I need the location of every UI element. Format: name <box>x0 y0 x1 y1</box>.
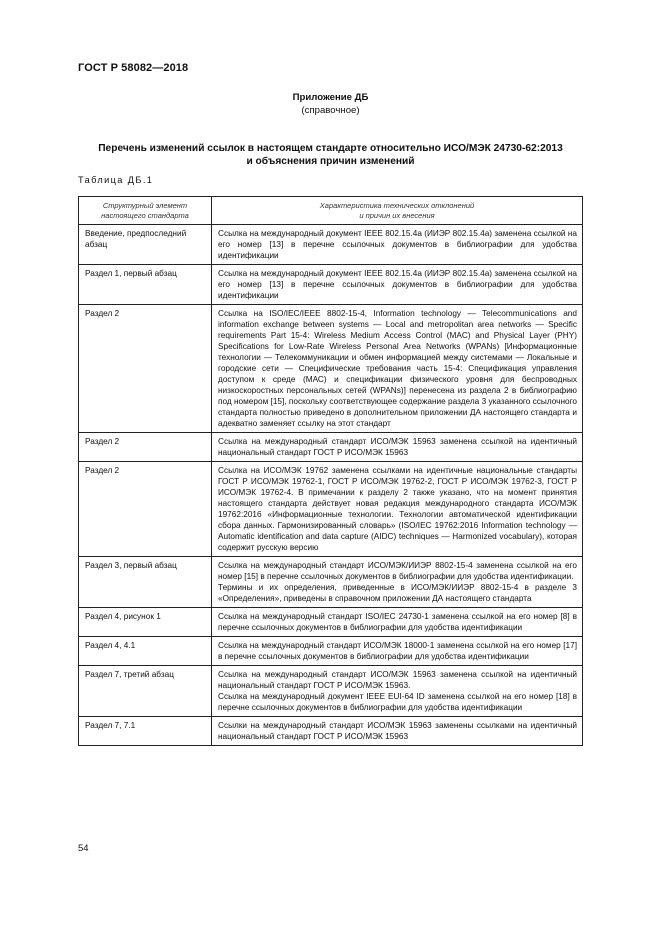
heading-line-2: и объяснения причин изменений <box>246 156 415 167</box>
header-line: Структурный элемент <box>102 201 188 210</box>
description-cell <box>212 225 583 265</box>
structural-element-cell: Раздел 1, первый абзац <box>79 265 212 305</box>
description-cell <box>212 462 583 557</box>
header-line: Характеристика технических отклонений <box>319 201 475 210</box>
document-code: ГОСТ Р 58082—2018 <box>78 62 189 74</box>
structural-element-cell: Раздел 3, первый абзац <box>79 557 212 608</box>
changes-table <box>78 196 583 746</box>
description-paragraph: Ссылка на международный стандарт ИСО/МЭК 15963 заменена ссылкой на идентичный национальный стандарт ГОСТ Р ИСО/МЭК 15963. <box>218 670 577 690</box>
structural-element-cell: Раздел 7, 7.1 <box>79 717 212 746</box>
description-paragraph: Ссылка на международный стандарт ИСО/МЭК 18000-1 заменена ссылкой на его номер [17] в перечне ссылочных документов в библиографии для удобства идентификации <box>218 641 577 661</box>
description-cell <box>212 265 583 305</box>
description-paragraph: Ссылка на ИСО/МЭК 19762 заменена ссылками на идентичные национальные стандарты ГОСТ Р ИСО/МЭК 19762-1, ГОСТ Р ИСО/МЭК 19762-2, ГОСТ Р ИСО/МЭК 19762-3, ГОСТ Р ИСО/МЭК 19762-4. В примечании к разделу 2 также указано, что на момент принятия настоящего стандарта действует новая редакция международного стандарта ИСО/МЭК 19762:2016 «Информационные технологии. Технологии автоматической идентификации сбора данных. Гармонизированный словарь» (ISO/IEC 19762:2016 Information technology — Automatic identification and data capture (AIDC) techniques — Harmonized vocabulary), которая содержит русскую версию <box>218 466 577 552</box>
table-row <box>79 225 583 265</box>
structural-element-cell: Раздел 7, третий абзац <box>79 666 212 717</box>
description-paragraph: Ссылка на международный стандарт ИСО/МЭК 15963 заменена ссылкой на идентичный национальный стандарт ГОСТ Р ИСО/МЭК 15963 <box>218 437 577 457</box>
table-row <box>79 717 583 746</box>
heading-line-1: Перечень изменений ссылок в настоящем стандарте относительно ИСО/МЭК 24730-62:2013 <box>98 143 563 154</box>
header-characteristics <box>212 197 583 225</box>
description-paragraph: Ссылка на международный стандарт ИСО/МЭК/ИИЭР 8802-15-4 заменена ссылкой на его номер [15] в перечне ссылочных документов в библиографии для удобства идентификации. <box>218 561 577 581</box>
section-heading <box>78 142 583 168</box>
table-body <box>79 225 583 746</box>
description-cell <box>212 608 583 637</box>
table-caption: Таблица ДБ.1 <box>78 175 154 185</box>
header-line: и причин их внесения <box>359 211 435 220</box>
table-header-row <box>79 197 583 225</box>
structural-element-cell: Раздел 2 <box>79 433 212 462</box>
table-row <box>79 666 583 717</box>
description-cell <box>212 305 583 433</box>
description-paragraph: Ссылка на ISO/IEC/IEEE 8802-15-4, Information technology — Telecommunications and information exchange between systems — Local and metropolitan area networks — Specific requirements Part 15-4: Wireless Medium Access Control (MAC) and Physical Layer (PHY) Specifications for Low-Rate Wireless Personal Area Networks (WPANs) [Информационные технологии — Телекоммуникации и обмен информацией между системами — Локальные и городские сети — Специфические требования часть 15-4: Спецификация управления доступом к среде (МАС) и спецификации физического уровня для беспроводных низкоскоростных персональных сетей (WPANs)] перенесена из раздела 2 в библиографию под номером [15], поскольку соответствующее содержание раздела 3 указанного ссылочного стандарта полностью приведено в дополнительном приложении ДА настоящего стандарта и адекватно заменяет ссылку на этот стандарт <box>218 309 577 428</box>
description-paragraph: Ссылка на международный стандарт ISO/IEC 24730-1 заменена ссылкой на его номер [8] в перечне ссылочных документов в библиографии для удобства идентификации <box>218 612 577 632</box>
description-paragraph: Ссылки на международный стандарт ИСО/МЭК 15963 заменены ссылками на идентичный национальный стандарт ГОСТ Р ИСО/МЭК 15963 <box>218 721 577 741</box>
table-row <box>79 608 583 637</box>
structural-element-cell: Раздел 2 <box>79 305 212 433</box>
structural-element-cell: Раздел 4, 4.1 <box>79 637 212 666</box>
description-paragraph: Ссылка на международный документ IEEE 802.15.4a (ИИЭР 802.15.4a) заменена ссылкой на его номер [13] в перечне ссылочных документов в библиографии для удобства идентификации <box>218 269 577 300</box>
table-row <box>79 265 583 305</box>
appendix-subtitle: (справочное) <box>301 104 360 116</box>
table-row <box>79 557 583 608</box>
description-cell <box>212 666 583 717</box>
table-row <box>79 462 583 557</box>
header-structural-element <box>79 197 212 225</box>
table-row <box>79 433 583 462</box>
structural-element-cell: Раздел 4, рисунок 1 <box>79 608 212 637</box>
description-cell <box>212 433 583 462</box>
table-row <box>79 637 583 666</box>
appendix-title: Приложение ДБ <box>292 92 369 103</box>
header-line: настоящего стандарта <box>101 211 189 220</box>
description-cell <box>212 717 583 746</box>
structural-element-cell: Введение, предпоследний абзац <box>79 225 212 265</box>
description-paragraph: Термины и их определения, приведенные в ИСО/МЭК/ИИЭР 8802-15-4 в разделе 3 «Определения», приведены в справочном приложении ДА настоящего стандарта <box>218 583 577 603</box>
table-row <box>79 305 583 433</box>
appendix-title-block <box>78 92 583 117</box>
structural-element-cell: Раздел 2 <box>79 462 212 557</box>
description-cell <box>212 557 583 608</box>
description-paragraph: Ссылка на международный документ IEEE 802.15.4a (ИИЭР 802.15.4a) заменена ссылкой на его номер [13] в перечне ссылочных документов в библиографии для удобства идентификации <box>218 229 577 260</box>
description-paragraph: Ссылка на международный документ IEEE EUI-64 ID заменена ссылкой на его номер [18] в перечне ссылочных документов в библиографии для удобства идентификации <box>218 692 577 712</box>
description-cell <box>212 637 583 666</box>
page-number: 54 <box>78 843 89 854</box>
